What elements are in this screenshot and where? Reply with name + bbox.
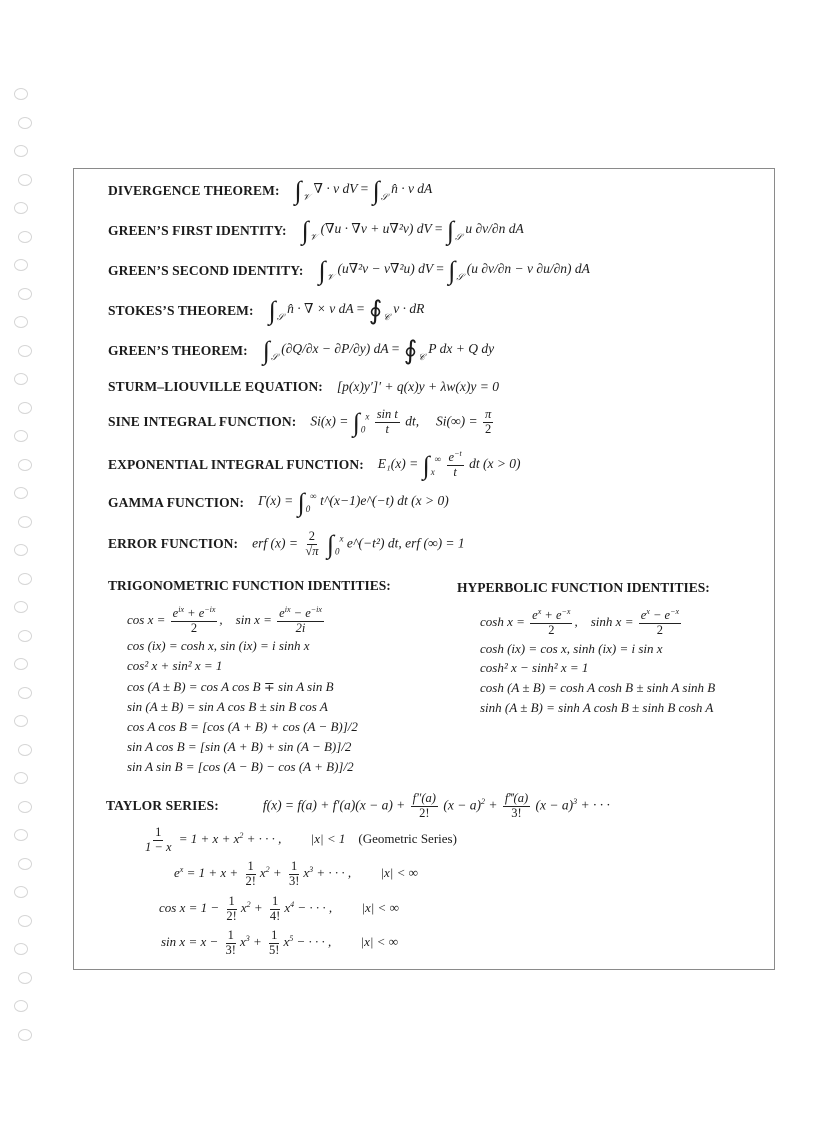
binder-hole [18,972,32,984]
binder-hole [18,117,32,129]
green-first-equation: $\int_𝒱$ (∇u · ∇v + u∇²v) dV = $\int_𝒮$ u ∂v/∂n dA [301,216,524,245]
trig-line-2: cos² x + sin² x = 1 [127,658,223,673]
gamma-label: GAMMA FUNCTION: [108,495,245,510]
trig-line-1: cos (ix) = cosh x, sin (ix) = i sinh x [127,638,310,653]
binder-hole [14,88,28,100]
error-function-row [108,530,465,559]
trig-identities-title: TRIGONOMETRIC FUNCTION IDENTITIES: [108,578,391,593]
sturm-label: STURM–LIOUVILLE EQUATION: [108,379,323,394]
trig-line-5: cos A cos B = [cos (A + B) + cos (A − B)]/2 [127,719,358,734]
binder-hole [18,345,32,357]
trig-exp-forms: cos x = $\frac{e^{ix} + e^{-ix}}{2}$ , sin x = $\frac{e^{ix} - e^{-ix}}{2i}$ [127,605,322,635]
error-label: ERROR FUNCTION: [108,536,239,552]
binder-hole [14,145,28,157]
binder-hole [18,915,32,927]
trig-line-6: sin A cos B = [sin (A + B) + sin (A − B)]/2 [127,739,352,754]
binder-hole [14,601,28,613]
binder-hole [18,630,32,642]
binder-hole [18,516,32,528]
error-equation: erf (x) = $\frac{2}{√\pi}$ $\int_0^x$ e^(−t²) dt, erf (∞) = 1 [252,529,465,560]
binder-hole [18,573,32,585]
binder-hole [18,744,32,756]
green-second-equation: $\int_𝒱$ (u∇²v − v∇²u) dV = $\int_𝒮$ (u ∂v/∂n − v ∂u/∂n) dA [318,256,590,285]
binder-hole [14,829,28,841]
trig-line-4: sin (A ± B) = sin A cos B ± sin B cos A [127,699,328,714]
sine-integral-row [108,408,495,437]
cos-series-line: cos x = 1 − $\frac{1}{2!}$ $x^2$ + $\frac{1}{4!}$ $x^4$ − · · · , |x| < ∞ [159,894,399,923]
taylor-label: TAYLOR SERIES: [106,798,219,814]
greens-theorem-label: GREEN’S THEOREM: [108,343,248,358]
divergence-label: DIVERGENCE THEOREM: [108,183,280,198]
greens-theorem-row [108,338,494,364]
binder-hole [18,459,32,471]
sine-integral-label: SINE INTEGRAL FUNCTION: [108,414,297,430]
stokes-equation: $\int_𝒮$ n̂ · ∇ × v dA = $∮_𝒞$ v · dR [268,296,425,325]
binder-hole [18,858,32,870]
binder-hole [14,259,28,271]
binder-hole [18,174,32,186]
hyper-line-3: cosh (A ± B) = cosh A cosh B ± sinh A sinh B [480,680,716,695]
binder-hole [14,886,28,898]
gamma-equation: $\Gamma(x) = \int_0^\infty$ t^(x−1)e^(−t) dt (x > 0) [258,488,449,517]
binder-hole [14,658,28,670]
sin-series-line: sin x = x − $\frac{1}{3!}$ $x^3$ + $\frac{1}{5!}$ $x^5$ − · · · , |x| < ∞ [161,928,398,957]
geometric-series-note: (Geometric Series) [358,831,457,847]
exp-integral-label: EXPONENTIAL INTEGRAL FUNCTION: [108,456,364,472]
exp-integral-equation: $E_1(x) = \int_x^\infty$ $\frac{e^{-t}}{t}$ dt (x > 0) [377,449,521,480]
greens-theorem-equation: $\int_𝒮$ (∂Q/∂x − ∂P/∂y) dA = $∮_𝒞$ P dx + Q dy [262,336,495,365]
binder-hole [18,288,32,300]
geometric-series-line: $\frac{1}{1 - x}$ = $1 + x + x^2$ + · · · , |x| < 1 (Geometric Series) [145,825,457,854]
green-first-identity-row [108,218,524,244]
sine-integral-equation: $Si(x) = \int_0^x$ $\frac{\text{sin t}}{t}$ dt, Si(∞) = $\frac{\pi}{2}$ [310,407,492,438]
gamma-function-row [108,490,449,516]
hyper-line-1: cosh (ix) = cos x, sinh (ix) = i sin x [480,641,663,656]
trig-line-3: cos (A ± B) = cos A cos B ∓ sin A sin B [127,679,334,694]
binder-hole [14,316,28,328]
binder-hole [18,1029,32,1041]
green-second-identity-row [108,258,590,284]
exp-series-line: $e^x = 1 + x$ + $\frac{1}{2!}$ $x^2$ + $\frac{1}{3!}$ $x^3$ + · · · , |x| < ∞ [174,859,418,888]
stokes-label: STOKES’S THEOREM: [108,303,254,318]
exp-integral-row [108,450,521,480]
binder-hole [18,402,32,414]
taylor-series-row [106,792,610,821]
hyper-line-2: cosh² x − sinh² x = 1 [480,660,589,675]
divergence-theorem-row [108,178,432,204]
hyperbolic-identities-title: HYPERBOLIC FUNCTION IDENTITIES: [457,580,710,595]
binder-hole [18,231,32,243]
binder-hole [14,487,28,499]
binder-hole [14,430,28,442]
green-second-label: GREEN’S SECOND IDENTITY: [108,263,304,278]
binder-hole [14,715,28,727]
binder-hole [14,202,28,214]
hyper-line-4: sinh (A ± B) = sinh A cosh B ± sinh B cosh A [480,700,714,715]
binder-hole [14,544,28,556]
binder-hole [18,687,32,699]
binder-hole [14,943,28,955]
hyper-exp-forms: cosh x = $\frac{e^x + e^{-x}}{2}$ , sinh x = $\frac{e^x - e^{-x}}{2}$ [480,607,680,637]
taylor-equation: f(x) = f(a) + f′(a)(x − a) + $\frac{f''(a)}{2!}$ $(x - a)^2$ + $\frac{f‴(a)}{3!}$ $(x - a)^3$ + · · · [262,791,610,820]
binder-holes [14,88,40,1048]
divergence-equation: $\int_𝒱$ ∇ · v dV = $\int_𝒮$ n̂ · v dA [294,176,433,205]
sturm-liouville-row [108,379,499,395]
binder-hole [18,801,32,813]
binder-hole [14,373,28,385]
stokes-theorem-row [108,298,424,324]
trig-line-7: sin A sin B = [cos (A − B) − cos (A + B)]/2 [127,759,354,774]
sturm-equation: [p(x)y′]′ + q(x)y + λw(x)y = 0 [336,379,499,394]
green-first-label: GREEN’S FIRST IDENTITY: [108,223,287,238]
binder-hole [14,1000,28,1012]
binder-hole [14,772,28,784]
